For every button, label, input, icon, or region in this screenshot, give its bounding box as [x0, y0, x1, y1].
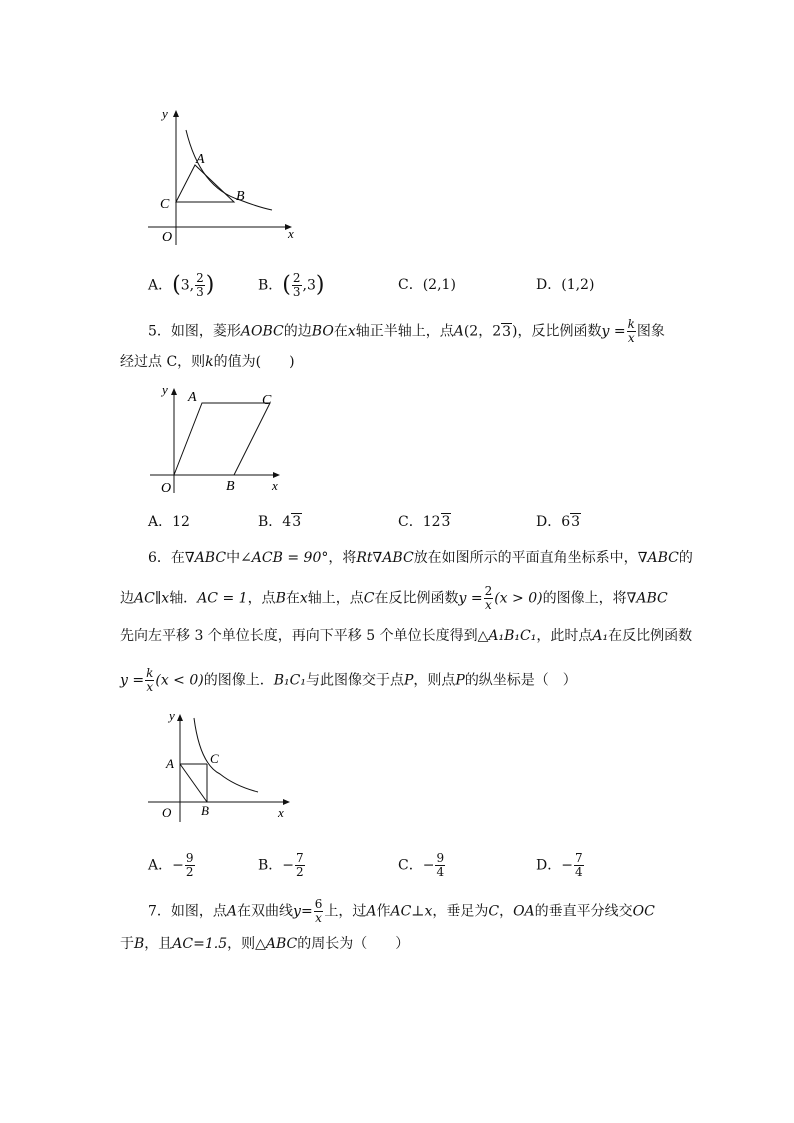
q7-line-2: 于B，且AC=1.5，则△ABC的周长为（ ）: [120, 936, 410, 952]
q4-y-arrow: [173, 110, 179, 117]
q6-line-1: 6．在∇ABC中∠ACB = 90°，将Rt∇ABC放在如图所示的平面直角坐标系中，∇ABC的: [148, 550, 693, 566]
q4-triangle: [176, 165, 234, 202]
q4-option-a[interactable]: A．(3, $\frac{2}{3}$ ): [148, 271, 215, 299]
q6-label-x: x: [278, 805, 284, 820]
q4-label-B: B: [236, 189, 245, 204]
q4-option-c[interactable]: C．(2,1): [398, 277, 456, 293]
q5-option-a[interactable]: A．12: [148, 514, 190, 530]
q4-label-y: y: [162, 106, 168, 121]
q6-x-arrow: [283, 799, 290, 805]
q6-label-C: C: [210, 751, 219, 766]
q4-hyperbola: [186, 130, 272, 210]
q6-option-a[interactable]: A．− $\frac{9}{2}$: [148, 851, 194, 879]
q5-line-1: 5．如图，菱形AOBC的边BO在x轴正半轴上，点A(2，23)，反比例函数y = $\frac{k}{x}$ 图象: [148, 317, 665, 345]
q5-line-2: 经过点 C，则k的值为( ): [120, 354, 295, 370]
q4-figure: [140, 100, 310, 250]
q5-label-O: O: [161, 481, 172, 496]
q5-label-C: C: [262, 393, 272, 408]
q6-hyperbola: [194, 718, 258, 792]
q4-option-b[interactable]: B．( $\frac{2}{3}$ ,3): [258, 271, 325, 299]
q6-line-3: 先向左平移 3 个单位长度，再向下平移 5 个单位长度得到△A₁B₁C₁，此时点A₁在反比例函数: [120, 628, 693, 644]
q6-side-ab: [180, 764, 207, 802]
q4-label-x: x: [288, 226, 294, 241]
q5-label-B: B: [226, 479, 235, 494]
q5-label-y: y: [162, 382, 168, 397]
q6-option-c[interactable]: C．− $\frac{9}{4}$: [398, 851, 445, 879]
q6-label-y: y: [169, 708, 175, 723]
q5-option-b[interactable]: B．43: [258, 514, 302, 530]
q5-option-d[interactable]: D．63: [536, 514, 581, 530]
q5-label-A: A: [188, 390, 197, 405]
q6-line-4: y = $\frac{k}{x}$ (x < 0)的图像上．B₁C₁与此图像交于点P，则点P的纵坐标是（ ）: [120, 666, 577, 694]
q6-option-d[interactable]: D．− $\frac{7}{4}$: [536, 851, 583, 879]
q7-line-1: 7．如图，点A在双曲线y= $\frac{6}{x}$ 上，过A作AC⊥x，垂足为C，OA的垂直平分线交OC: [148, 897, 655, 925]
q4-label-A: A: [196, 152, 205, 167]
q4-option-d[interactable]: D．(1,2): [536, 277, 595, 293]
q6-option-b[interactable]: B．− $\frac{7}{2}$: [258, 851, 304, 879]
q5-figure: [140, 378, 290, 498]
q6-line-2: 边AC∥x轴．AC = 1，点B在x轴上，点C在反比例函数y = $\frac{2}{x}$ (x > 0)的图像上，将∇ABC: [120, 584, 668, 612]
q6-figure: [140, 704, 300, 829]
q5-rhombus: [174, 403, 270, 475]
q6-label-A: A: [166, 756, 174, 771]
q5-y-arrow: [171, 388, 177, 395]
q4-label-C: C: [160, 197, 170, 212]
q6-label-O: O: [162, 805, 172, 820]
q6-label-B: B: [201, 803, 209, 818]
q6-y-arrow: [177, 714, 183, 721]
q5-option-c[interactable]: C．123: [398, 514, 451, 530]
q4-label-O: O: [162, 230, 173, 245]
q5-label-x: x: [272, 478, 278, 493]
